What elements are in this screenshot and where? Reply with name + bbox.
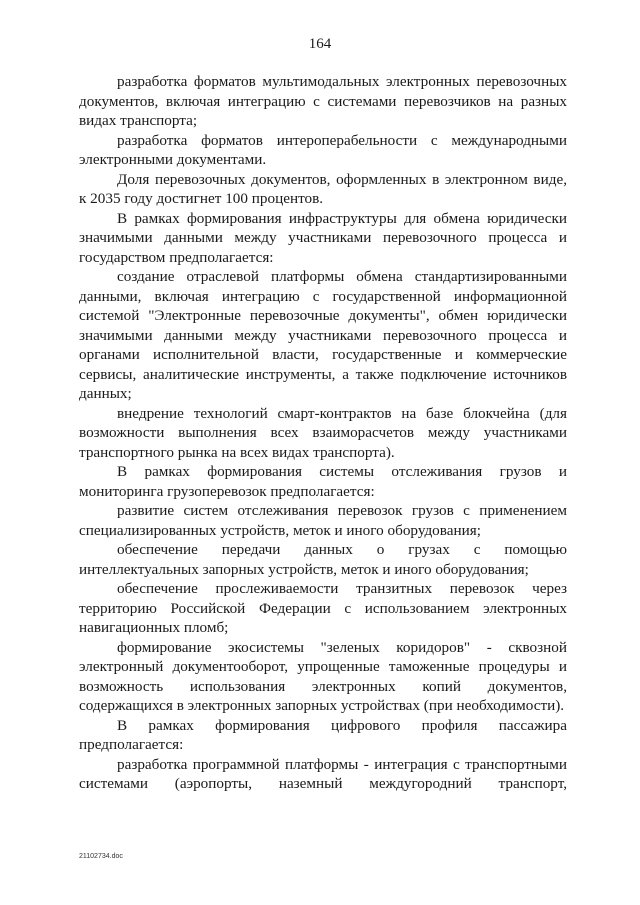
paragraph: создание отраслевой платформы обмена стандартизированными данными, включая интеграцию с государственной информационной системой "Электронные перевозочные документы", обмен юридически значимыми данными между участниками перевозочного процесса и органами исполнительной власти, государственные и коммерческие сервисы, аналитические инструменты, а также подключение источников данных; — [79, 268, 567, 402]
paragraph: Доля перевозочных документов, оформленных в электронном виде, к 2035 году достигнет 100 процентов. — [79, 170, 567, 207]
paragraph: формирование экосистемы "зеленых коридоров" - сквозной электронный документооборот, упрощенные таможенные процедуры и возможность использования электронных копий документов, содержащихся в электронных запорных устройствах (при необходимости). — [79, 638, 567, 714]
page-number: 164 — [308, 36, 332, 52]
paragraph: В рамках формирования системы отслеживания грузов и мониторинга грузоперевозок предполагается: — [79, 463, 567, 500]
paragraph: разработка форматов мультимодальных электронных перевозочных документов, включая интеграцию с системами перевозчиков на разных видах транспорта; — [79, 73, 567, 129]
paragraph: разработка программной платформы - интеграция с транспортными системами (аэропорты, наземный междугородний транспорт, — [79, 755, 567, 792]
paragraph: В рамках формирования инфраструктуры для обмена юридически значимыми данными между участниками перевозочного процесса и государством предполагается: — [79, 209, 567, 266]
paragraph: разработка форматов интероперабельности с международными электронными документами. — [79, 131, 567, 168]
paragraph: обеспечение прослеживаемости транзитных перевозок через территорию Российской Федерации с использованием электронных навигационных пломб; — [79, 580, 567, 636]
paragraph: В рамках формирования цифрового профиля пассажира предполагается: — [79, 716, 567, 753]
paragraph: развитие систем отслеживания перевозок грузов с применением специализированных устройств, меток и иного оборудования; — [79, 502, 567, 539]
document-body — [79, 72, 567, 794]
footer-filename: 21102734.doc — [79, 853, 123, 860]
paragraph: обеспечение передачи данных о грузах с помощью интеллектуальных запорных устройств, меток и иного оборудования; — [79, 541, 567, 578]
paragraph: внедрение технологий смарт-контрактов на базе блокчейна (для возможности выполнения всех взаиморасчетов между участниками транспортного рынка на всех видах транспорта). — [79, 404, 567, 461]
